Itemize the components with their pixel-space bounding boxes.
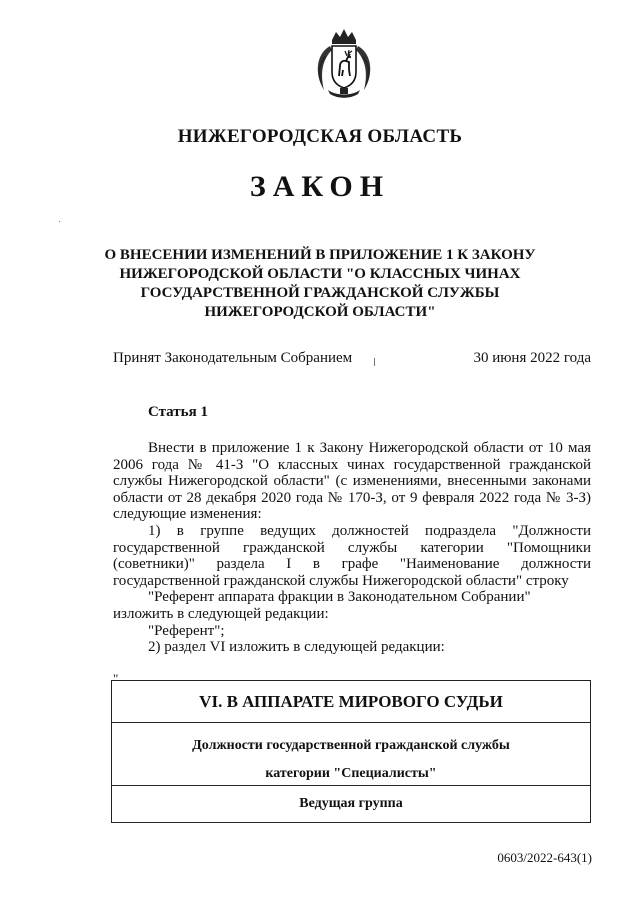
adopted-by: Принят Законодательным Собранием (113, 350, 353, 366)
law-title (100, 246, 540, 322)
table-category-line: категории "Специалисты" (265, 766, 437, 781)
region-name: НИЖЕГОРОДСКАЯ ОБЛАСТЬ (177, 126, 463, 147)
article-heading: Статья 1 (148, 404, 208, 420)
table-category (112, 723, 590, 786)
document-number: 0603/2022-643(1) (497, 850, 592, 865)
adoption-date: 30 июня 2022 года (473, 350, 591, 366)
table-section-title: VI. В АППАРАТЕ МИРОВОГО СУДЬИ (112, 681, 590, 723)
paragraph: 1) в группе ведущих должностей подраздела "Должности государственной гражданской службы категории "Помощники (советники)" раздела I в графе "Наименование должности государственной гражданской службы Нижегородской области" строку (113, 522, 591, 589)
article-body (113, 440, 591, 656)
coat-of-arms-icon (310, 26, 378, 102)
law-title-line: НИЖЕГОРОДСКОЙ ОБЛАСТИ" (204, 304, 436, 320)
opening-quote: " (113, 671, 119, 686)
law-title-line: ГОСУДАРСТВЕННОЙ ГРАЖДАНСКОЙ СЛУЖБЫ (140, 285, 500, 301)
law-title-line: О ВНЕСЕНИИ ИЗМЕНЕНИЙ В ПРИЛОЖЕНИЕ 1 К ЗАКОНУ (104, 247, 536, 263)
paragraph: "Референт"; (148, 622, 225, 639)
law-title-line: НИЖЕГОРОДСКОЙ ОБЛАСТИ "О КЛАССНЫХ ЧИНАХ (119, 266, 521, 282)
paragraph: Внести в приложение 1 к Закону Нижегородской области от 10 мая 2006 года № 41-З "О классных чинах государственной гражданской службы Нижегородской области" (с изменениями, внесенными законами области от 28 декабря 2020 года № 170-З, от 9 февраля 2022 года № 3-З) следующие изменения: (113, 440, 591, 523)
scan-speck (59, 221, 60, 222)
paragraph: "Референт аппарата фракции в Законодательном Собрании" (148, 589, 531, 606)
table-category-line: Должности государственной гражданской службы (192, 738, 510, 753)
scan-speck (374, 358, 375, 366)
amendment-table (111, 680, 591, 823)
table-group: Ведущая группа (299, 796, 403, 811)
document-type: ЗАКОН (249, 170, 391, 203)
paragraph: изложить в следующей редакции: (113, 605, 329, 622)
adoption-line (113, 350, 591, 367)
paragraph: 2) раздел VI изложить в следующей редакции: (148, 639, 445, 656)
